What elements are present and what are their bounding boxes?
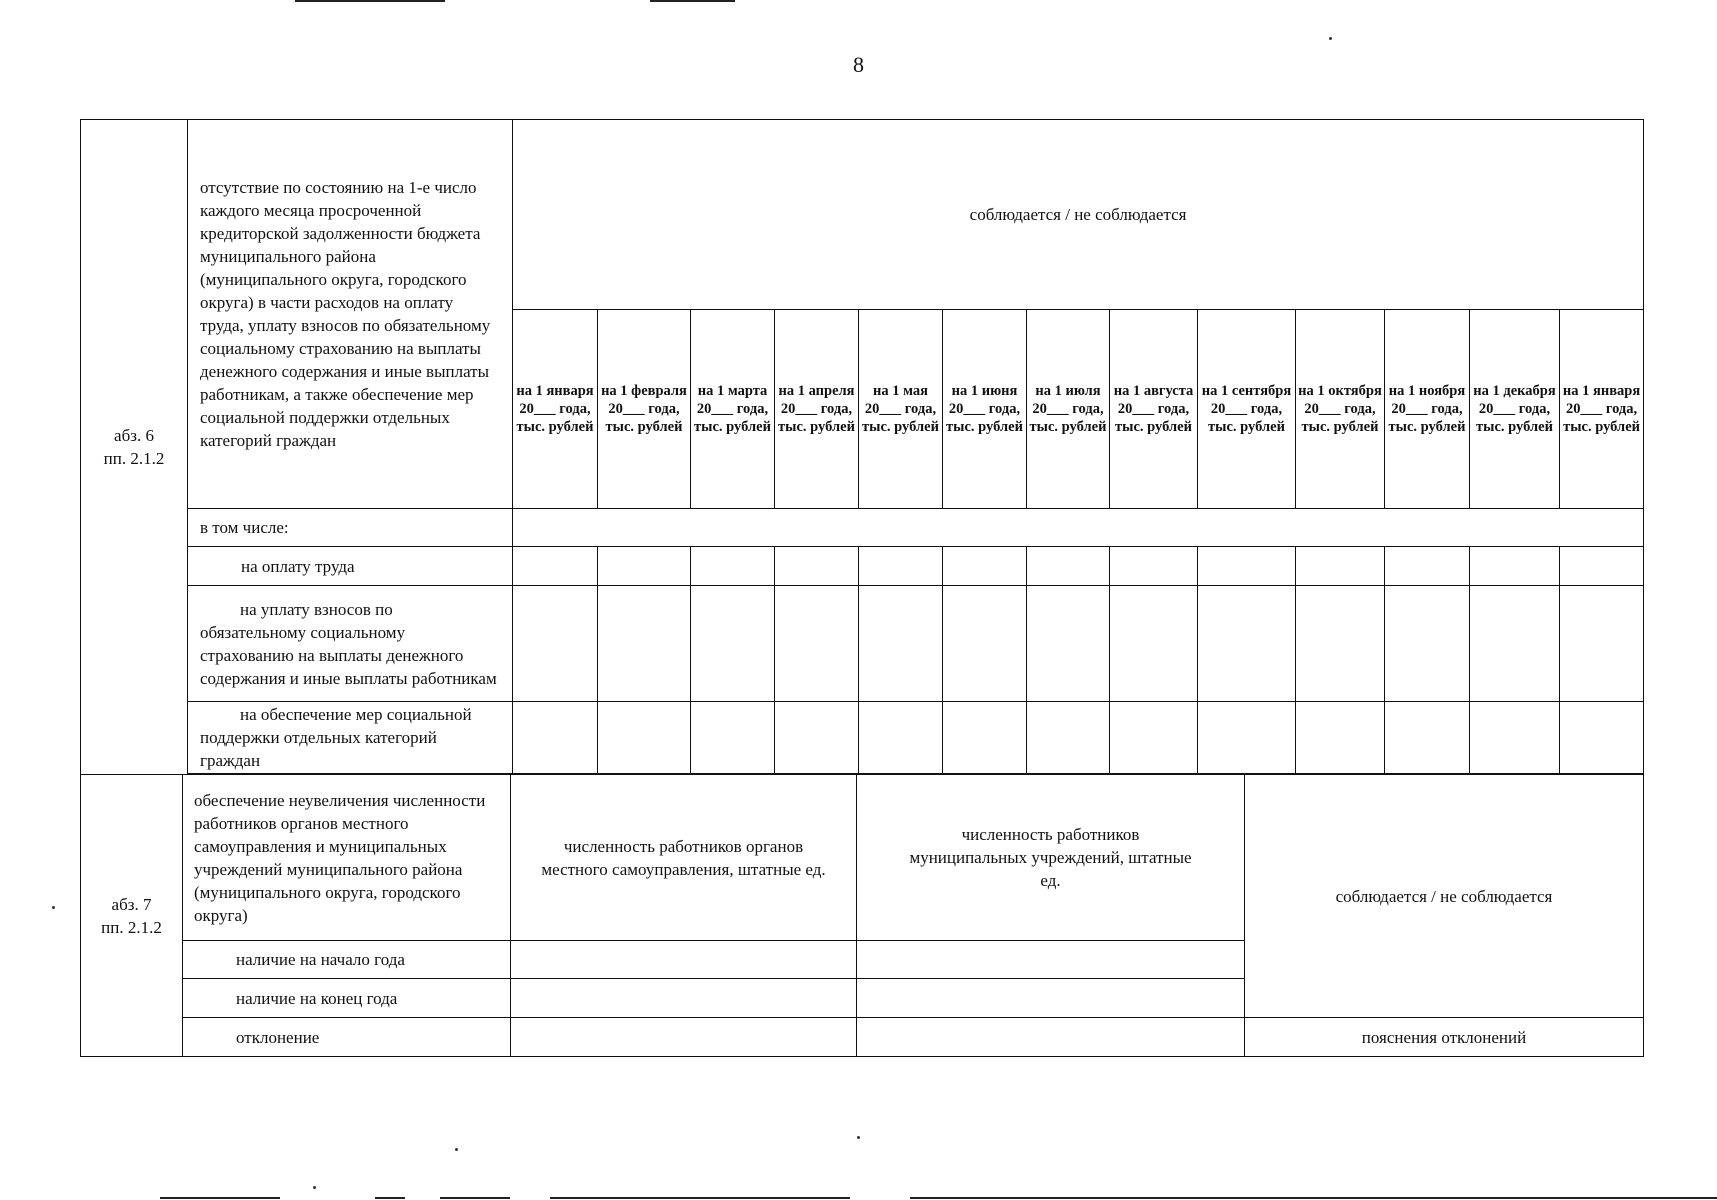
- table-cell: [857, 979, 1245, 1018]
- table-cell: [1198, 586, 1296, 702]
- table-cell: [1385, 547, 1470, 586]
- table-cell: [1470, 547, 1560, 586]
- row-label-deviation: отклонение: [183, 1018, 511, 1057]
- table-cell: [513, 547, 598, 586]
- table-cell: [511, 1018, 857, 1057]
- table-cell: [691, 586, 775, 702]
- page-number: 8: [853, 52, 864, 77]
- section1-including-empty: [513, 509, 1644, 547]
- section1-including-label: в том числе:: [188, 509, 513, 547]
- table-cell: [511, 941, 857, 979]
- table-cell: [1296, 586, 1385, 702]
- scan-line-top-right: [650, 0, 735, 2]
- row-label-start-of-year: наличие на начало года: [183, 941, 511, 979]
- table-cell: [1027, 547, 1110, 586]
- table-cell: [1110, 702, 1198, 774]
- table-cell: [1296, 702, 1385, 774]
- table-cell: [1470, 702, 1560, 774]
- table-cell: [1296, 547, 1385, 586]
- table-cell: [775, 702, 859, 774]
- date-col-11: на 1 ноября 20___ года, тыс. рублей: [1385, 310, 1470, 509]
- table-cell: [1470, 586, 1560, 702]
- date-col-10: на 1 октября 20___ года, тыс. рублей: [1296, 310, 1385, 509]
- table-cell: [1027, 702, 1110, 774]
- scan-speck: [857, 1136, 860, 1139]
- scan-line-bottom-1: [160, 1197, 280, 1199]
- scan-line-bottom-5: [910, 1197, 1717, 1199]
- section1-status: соблюдается / не соблюдается: [513, 120, 1644, 310]
- table-cell: [943, 586, 1027, 702]
- section2-title: обеспечение неувеличения численности работников органов местного самоуправления и муниципальных учреждений муниципального района (муниципального округа, городского округа): [183, 775, 511, 941]
- section1-ref: абз. 6 пп. 2.1.2: [81, 120, 188, 774]
- section2-col1-header: численность работников органов местного самоуправления, штатные ед.: [511, 775, 857, 941]
- table-cell: [691, 702, 775, 774]
- date-col-3: на 1 марта 20___ года, тыс. рублей: [691, 310, 775, 509]
- table-cell: [1110, 547, 1198, 586]
- table-cell: [1110, 586, 1198, 702]
- table-cell: [1198, 702, 1296, 774]
- scan-speck: [52, 906, 55, 909]
- table-cell: [1385, 586, 1470, 702]
- scan-line-bottom-2: [375, 1197, 405, 1199]
- table-cell: [1385, 702, 1470, 774]
- table-cell: [513, 702, 598, 774]
- row-label-payroll: на оплату труда: [188, 547, 513, 586]
- section2-col2-header: численность работников муниципальных учреждений, штатные ед.: [857, 775, 1245, 941]
- date-col-13: на 1 января 20___ года, тыс. рублей: [1560, 310, 1644, 509]
- scan-speck: [1329, 37, 1332, 40]
- date-col-9: на 1 сентября 20___ года, тыс. рублей: [1198, 310, 1296, 509]
- table-cell: [775, 586, 859, 702]
- section2-status: соблюдается / не соблюдается: [1245, 775, 1644, 1018]
- table-cell: [513, 586, 598, 702]
- table-cell: [859, 702, 943, 774]
- row-label-end-of-year: наличие на конец года: [183, 979, 511, 1018]
- table-cell: [1027, 586, 1110, 702]
- table-cell: [691, 547, 775, 586]
- date-col-5: на 1 мая 20___ года, тыс. рублей: [859, 310, 943, 509]
- row-label-insurance: на уплату взносов по обязательному социальному страхованию на выплаты денежного содержания и иные выплаты работникам: [188, 586, 513, 702]
- table-cell: [943, 702, 1027, 774]
- table-cell: [598, 547, 691, 586]
- table-cell: [598, 702, 691, 774]
- table-cell: [1560, 702, 1644, 774]
- section2-explanation: пояснения отклонений: [1245, 1018, 1644, 1057]
- date-col-8: на 1 августа 20___ года, тыс. рублей: [1110, 310, 1198, 509]
- table-cell: [511, 979, 857, 1018]
- date-col-6: на 1 июня 20___ года, тыс. рублей: [943, 310, 1027, 509]
- row-label-social-support: на обеспечение мер социальной поддержки отдельных категорий граждан: [188, 702, 513, 774]
- scan-line-bottom-4: [550, 1197, 850, 1199]
- scan-line-top-left: [295, 0, 445, 2]
- table-cell: [943, 547, 1027, 586]
- table-cell: [857, 941, 1245, 979]
- section2-table: [80, 774, 1644, 1057]
- table-cell: [775, 547, 859, 586]
- date-col-1: на 1 января 20___ года, тыс. рублей: [513, 310, 598, 509]
- section2-ref: абз. 7 пп. 2.1.2: [81, 775, 183, 1057]
- table-cell: [1560, 586, 1644, 702]
- table-cell: [859, 586, 943, 702]
- table-cell: [1560, 547, 1644, 586]
- scan-speck: [313, 1186, 316, 1189]
- date-col-2: на 1 февраля 20___ года, тыс. рублей: [598, 310, 691, 509]
- section1-title: отсутствие по состоянию на 1-е число каждого месяца просроченной кредиторской задолженности бюджета муниципального района (муниципального округа, городского округа) в части расходов на оплату труда, уплату взносов по обязательному социальному страхованию на выплаты денежного содержания и иные выплаты работникам, а также обеспечение мер социальной поддержки отдельных категорий граждан: [188, 120, 513, 509]
- date-col-7: на 1 июля 20___ года, тыс. рублей: [1027, 310, 1110, 509]
- table-cell: [598, 586, 691, 702]
- section1-table: [80, 119, 1644, 774]
- date-col-12: на 1 декабря 20___ года, тыс. рублей: [1470, 310, 1560, 509]
- table-cell: [1198, 547, 1296, 586]
- table-cell: [859, 547, 943, 586]
- table-cell: [857, 1018, 1245, 1057]
- scan-line-bottom-3: [440, 1197, 510, 1199]
- date-col-4: на 1 апреля 20___ года, тыс. рублей: [775, 310, 859, 509]
- scan-speck: [455, 1148, 458, 1151]
